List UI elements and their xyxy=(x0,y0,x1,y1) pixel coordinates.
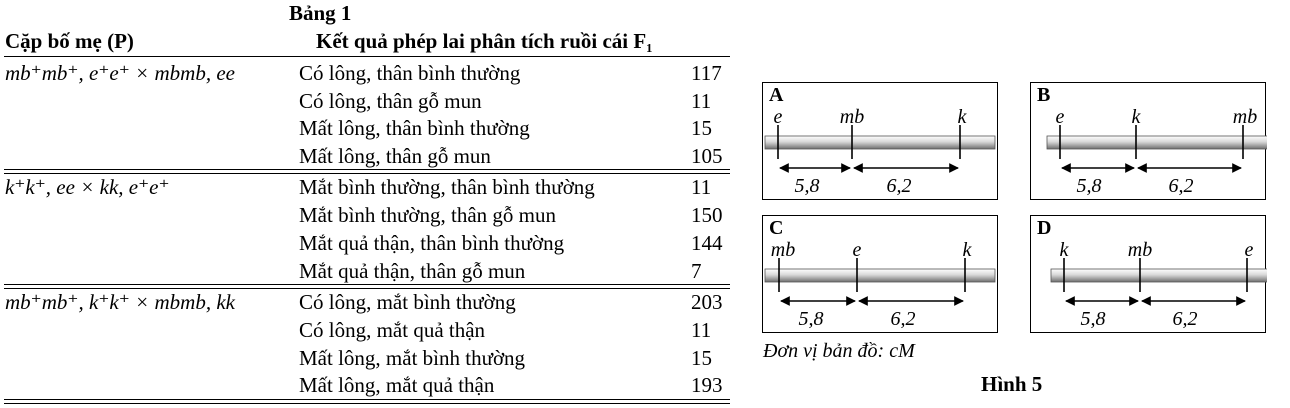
chromosome-bar xyxy=(1047,136,1267,149)
gene-label: e xyxy=(852,239,862,261)
count-2-1: 11 xyxy=(691,175,712,199)
phenotype-3-3: Mất lông, mắt bình thường xyxy=(299,346,526,370)
gene-label: mb xyxy=(1127,239,1153,261)
gene-label: k xyxy=(1131,106,1141,128)
count-1-1: 117 xyxy=(691,61,722,85)
gene-label: e xyxy=(1244,239,1254,261)
chromosome-map xyxy=(1031,216,1267,334)
distance-label: 5,8 xyxy=(794,175,820,197)
column-header-parents: Cặp bố mẹ (P) xyxy=(5,29,134,53)
gene-label: e xyxy=(1055,106,1065,128)
count-2-4: 7 xyxy=(691,259,702,283)
gene-label: k xyxy=(957,106,967,128)
map-panel-b xyxy=(1030,82,1266,200)
figure-caption: Hình 5 xyxy=(981,372,1043,396)
panel-label: C xyxy=(769,217,784,239)
gene-label: mb xyxy=(839,106,865,128)
panel-label: D xyxy=(1037,217,1052,239)
count-2-3: 144 xyxy=(691,231,723,255)
count-3-1: 203 xyxy=(691,290,723,314)
phenotype-1-2: Có lông, thân gỗ mun xyxy=(299,89,482,113)
chromosome-map xyxy=(763,216,999,334)
group-rule-2 xyxy=(4,284,730,289)
map-unit-note: Đơn vị bản đồ: cM xyxy=(763,340,915,362)
table-bottom-rule xyxy=(4,399,730,404)
phenotype-1-1: Có lông, thân bình thường xyxy=(299,61,521,85)
map-panel-c xyxy=(762,215,998,333)
distance-label: 5,8 xyxy=(798,308,824,330)
phenotype-1-3: Mất lông, thân bình thường xyxy=(299,116,530,140)
distance-label: 6,2 xyxy=(1168,175,1194,197)
phenotype-3-2: Có lông, mắt quả thận xyxy=(299,318,486,342)
count-1-4: 105 xyxy=(691,144,723,168)
column-header-result: Kết quả phép lai phân tích ruồi cái F₁ xyxy=(316,29,653,53)
count-3-3: 15 xyxy=(691,346,712,370)
chromosome-map xyxy=(1031,83,1267,201)
gene-label: e xyxy=(773,106,783,128)
distance-label: 6,2 xyxy=(890,308,916,330)
phenotype-3-4: Mất lông, mắt quả thận xyxy=(299,373,495,397)
gene-label: k xyxy=(1059,239,1069,261)
count-2-2: 150 xyxy=(691,203,723,227)
gene-label: k xyxy=(962,239,972,261)
phenotype-2-1: Mắt bình thường, thân bình thường xyxy=(299,175,595,199)
cross-1: mb⁺mb⁺, e⁺e⁺ × mbmb, ee xyxy=(5,61,235,85)
distance-label: 6,2 xyxy=(1172,308,1198,330)
count-3-2: 11 xyxy=(691,318,712,342)
phenotype-2-2: Mắt bình thường, thân gỗ mun xyxy=(299,203,556,227)
distance-label: 5,8 xyxy=(1080,308,1106,330)
distance-label: 6,2 xyxy=(886,175,912,197)
distance-label: 5,8 xyxy=(1076,175,1102,197)
chromosome-bar xyxy=(1051,269,1267,282)
gene-label: mb xyxy=(1232,106,1258,128)
cross-2: k⁺k⁺, ee × kk, e⁺e⁺ xyxy=(5,175,170,199)
phenotype-2-4: Mắt quả thận, thân gỗ mun xyxy=(299,259,526,283)
panel-label: A xyxy=(769,84,784,106)
gene-label: mb xyxy=(770,239,796,261)
count-3-4: 193 xyxy=(691,373,723,397)
header-rule xyxy=(4,56,730,57)
count-1-3: 15 xyxy=(691,116,712,140)
phenotype-3-1: Có lông, mắt bình thường xyxy=(299,290,516,314)
group-rule-1 xyxy=(4,169,730,174)
phenotype-1-4: Mất lông, thân gỗ mun xyxy=(299,144,491,168)
count-1-2: 11 xyxy=(691,89,712,113)
panel-label: B xyxy=(1037,84,1051,106)
cross-3: mb⁺mb⁺, k⁺k⁺ × mbmb, kk xyxy=(5,290,235,314)
map-panel-d xyxy=(1030,215,1266,333)
phenotype-2-3: Mắt quả thận, thân bình thường xyxy=(299,231,565,255)
chromosome-map xyxy=(763,83,999,201)
table-caption: Bảng 1 xyxy=(289,1,352,25)
chromosome-bar xyxy=(765,269,995,282)
map-panel-a xyxy=(762,82,998,200)
